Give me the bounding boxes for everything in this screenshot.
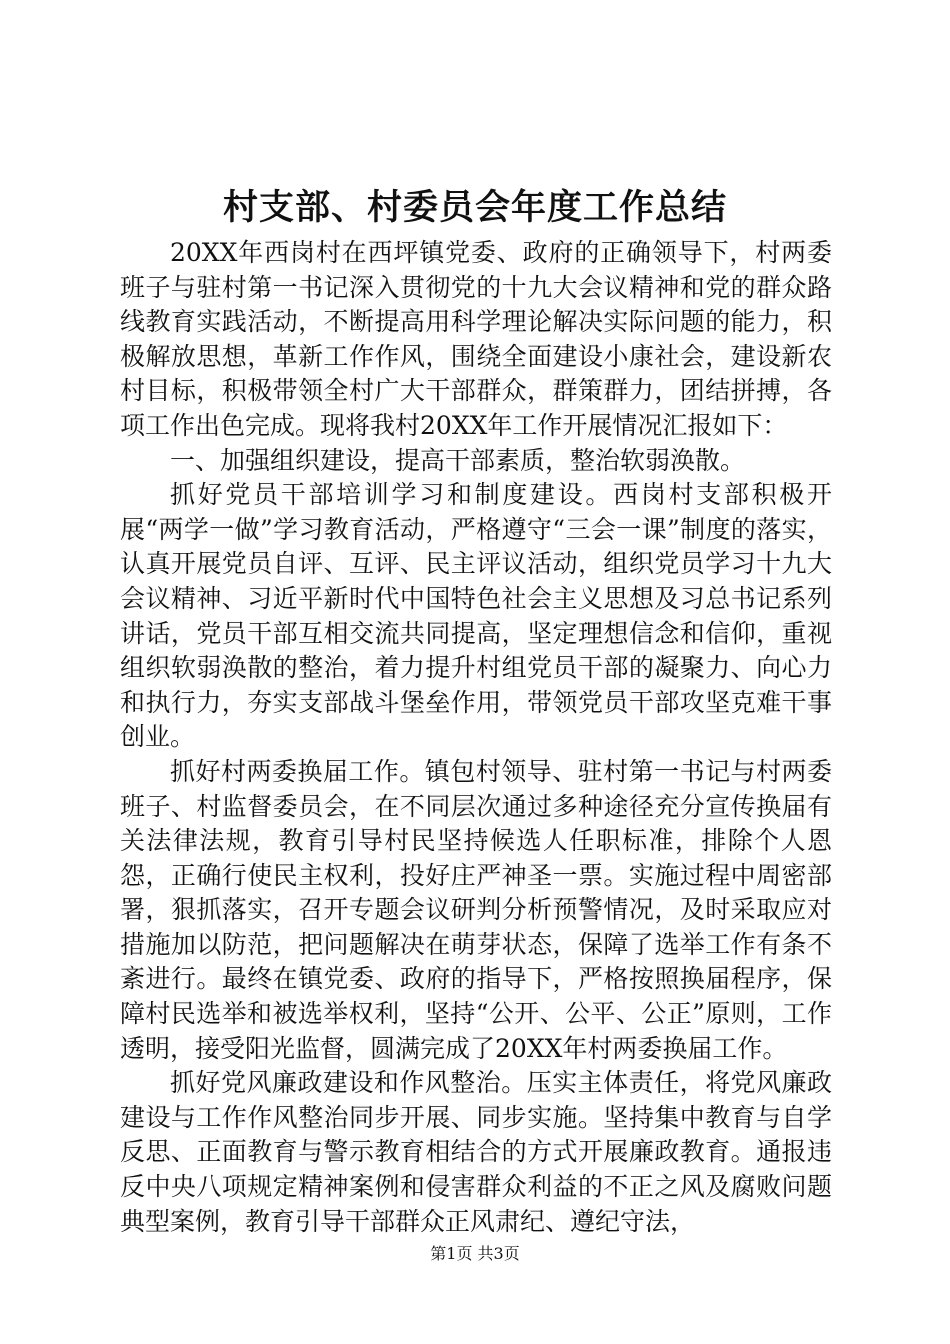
paragraph-intro: 20XX年西岗村在西坪镇党委、政府的正确领导下，村两委班子与驻村第一书记深入贯彻党的十九大会议精神和党的群众路线教育实践活动，不断提高用科学理论解决实际问题的能力，积极解放思想，革新工作作风，围绕全面建设小康社会，建设新农村目标，积极带领全村广大干部群众，群策群力，团结拼搏，各项工作出色完成。现将我村20XX年工作开展情况汇报如下： bbox=[120, 238, 832, 440]
section-heading-1: 一、加强组织建设，提高干部素质，整治软弱涣散。 bbox=[170, 445, 746, 475]
paragraph-integrity: 抓好党风廉政建设和作风整治。压实主体责任，将党风廉政建设与工作作风整治同步开展、同步实施。坚持集中教育与自学反思、正面教育与警示教育相结合的方式开展廉政教育。通报违反中央八项规定精神案例和侵害群众利益的不正之风及腐败问题典型案例，教育引导干部群众正风肃纪、遵纪守法， bbox=[120, 1068, 832, 1236]
page-footer: 第1页 共3页 bbox=[430, 1244, 520, 1263]
document-body bbox=[120, 236, 832, 1239]
paragraph-election: 抓好村两委换届工作。镇包村领导、驻村第一书记与村两委班子、村监督委员会，在不同层次通过多种途径充分宣传换届有关法律法规，教育引导村民坚持候选人任职标准，排除个人恩怨，正确行使民主权利，投好庄严神圣一票。实施过程中周密部署，狠抓落实，召开专题会议研判分析预警情况，及时采取应对措施加以防范，把问题解决在萌芽状态，保障了选举工作有条不紊进行。最终在镇党委、政府的指导下，严格按照换届程序，保障村民选举和被选举权利，坚持“公开、公平、公正”原则，工作透明，接受阳光监督，圆满完成了20XX年村两委换届工作。 bbox=[120, 756, 832, 1063]
document-title: 村支部、村委员会年度工作总结 bbox=[222, 187, 727, 228]
paragraph-party-training: 抓好党员干部培训学习和制度建设。西岗村支部积极开展“两学一做”学习教育活动，严格遵守“三会一课”制度的落实，认真开展党员自评、互评、民主评议活动，组织党员学习十九大会议精神、习近平新时代中国特色社会主义思想及习总书记系列讲话，党员干部互相交流共同提高，坚定理想信念和信仰，重视组织软弱涣散的整治，着力提升村组党员干部的凝聚力、向心力和执行力，夯实支部战斗堡垒作用，带领党员干部攻坚克难干事创业。 bbox=[120, 480, 832, 752]
